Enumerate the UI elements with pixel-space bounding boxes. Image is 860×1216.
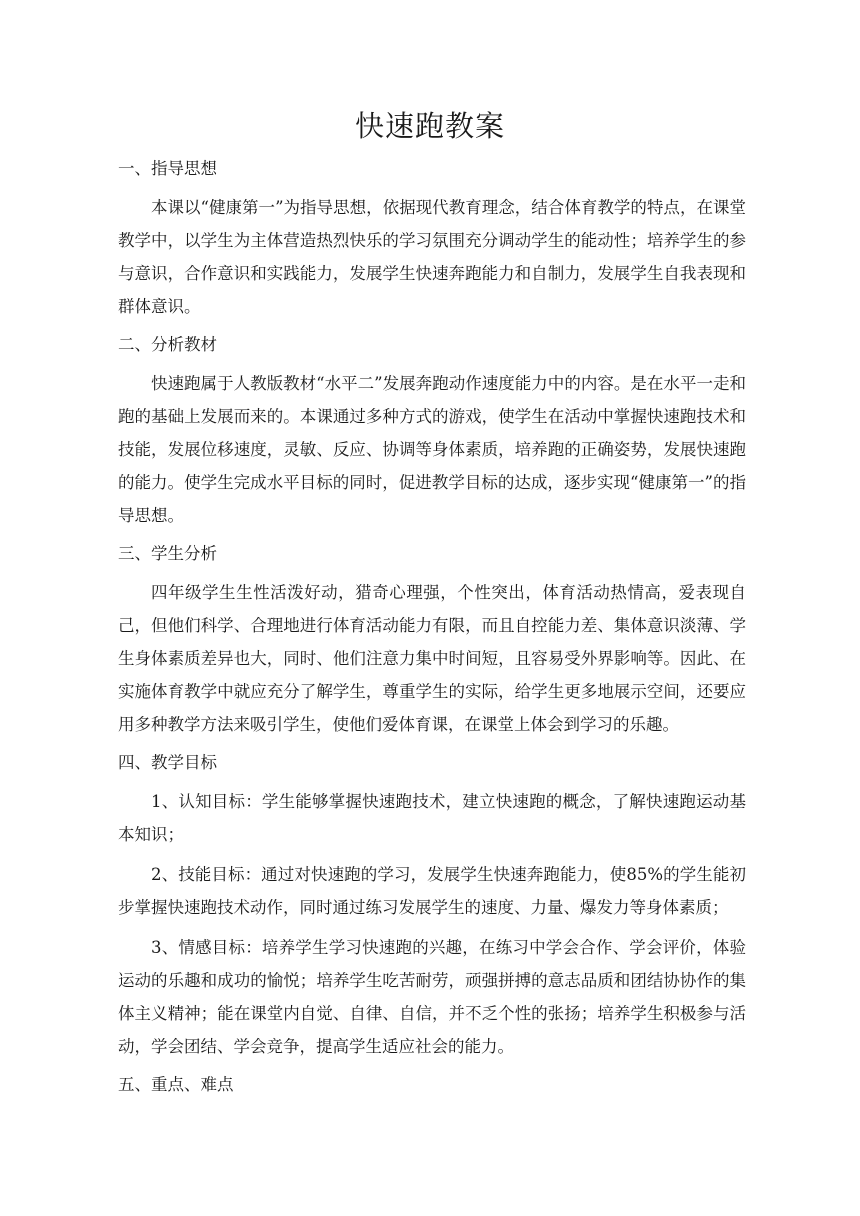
- section-heading: 五、重点、难点: [118, 1075, 234, 1094]
- section-heading: 四、教学目标: [118, 753, 217, 772]
- section-teaching-goals: [118, 748, 746, 1063]
- document-title: 快速跑教案: [354, 109, 505, 143]
- document-body: [118, 154, 746, 1107]
- goal-emotional: 3、情感目标：培养学生学习快速跑的兴趣，在练习中学会合作、学会评价，体验运动的乐趣和成功的愉悦；培养学生吃苦耐劳，顽强拼搏的意志品质和团结协协作的集体主义精神；能在课堂内自觉、自律、自信，并不乏个性的张扬；培养学生积极参与活动，学会团结、学会竞争，提高学生适应社会的能力。: [118, 938, 746, 1056]
- section-paragraph: 快速跑属于人教版教材“水平二”发展奔跑动作速度能力中的内容。是在水平一走和跑的基础上发展而来的。本课通过多种方式的游戏，使学生在活动中掌握快速跑技术和技能，发展位移速度，灵敏、反应、协调等身体素质，培养跑的正确姿势，发展快速跑的能力。使学生完成水平目标的同时，促进教学目标的达成，逐步实现“健康第一”的指导思想。: [118, 374, 746, 525]
- goal-cognitive: 1、认知目标：学生能够掌握快速跑技术，建立快速跑的概念，了解快速跑运动基本知识；: [118, 792, 746, 844]
- section-paragraph: 四年级学生生性活泼好动，猎奇心理强，个性突出，体育活动热情高，爱表现自己，但他们科学、合理地进行体育活动能力有限，而且自控能力差、集体意识淡薄、学生身体素质差异也大，同时、他们注意力集中时间短，且容易受外界影响等。因此、在实施体育教学中就应充分了解学生，尊重学生的实际，给学生更多地展示空间，还要应用多种教学方法来吸引学生，使他们爱体育课，在课堂上体会到学习的乐趣。: [118, 583, 746, 734]
- goal-skill: 2、技能目标：通过对快速跑的学习，发展学生快速奔跑能力，使85%的学生能初步掌握快速跑技术动作，同时通过练习发展学生的速度、力量、爆发力等身体素质；: [118, 865, 746, 917]
- section-material-analysis: [118, 330, 746, 532]
- section-heading: 三、学生分析: [118, 544, 217, 563]
- section-paragraph: 本课以“健康第一”为指导思想，依据现代教育理念，结合体育教学的特点，在课堂教学中，以学生为主体营造热烈快乐的学习氛围充分调动学生的能动性；培养学生的参与意识，合作意识和实践能力，发展学生快速奔跑能力和自制力，发展学生自我表现和群体意识。: [118, 198, 746, 316]
- section-heading: 一、指导思想: [118, 159, 217, 178]
- section-key-difficult-points: [118, 1070, 746, 1100]
- section-heading: 二、分析教材: [118, 335, 217, 354]
- section-guiding-ideology: [118, 154, 746, 323]
- section-student-analysis: [118, 539, 746, 741]
